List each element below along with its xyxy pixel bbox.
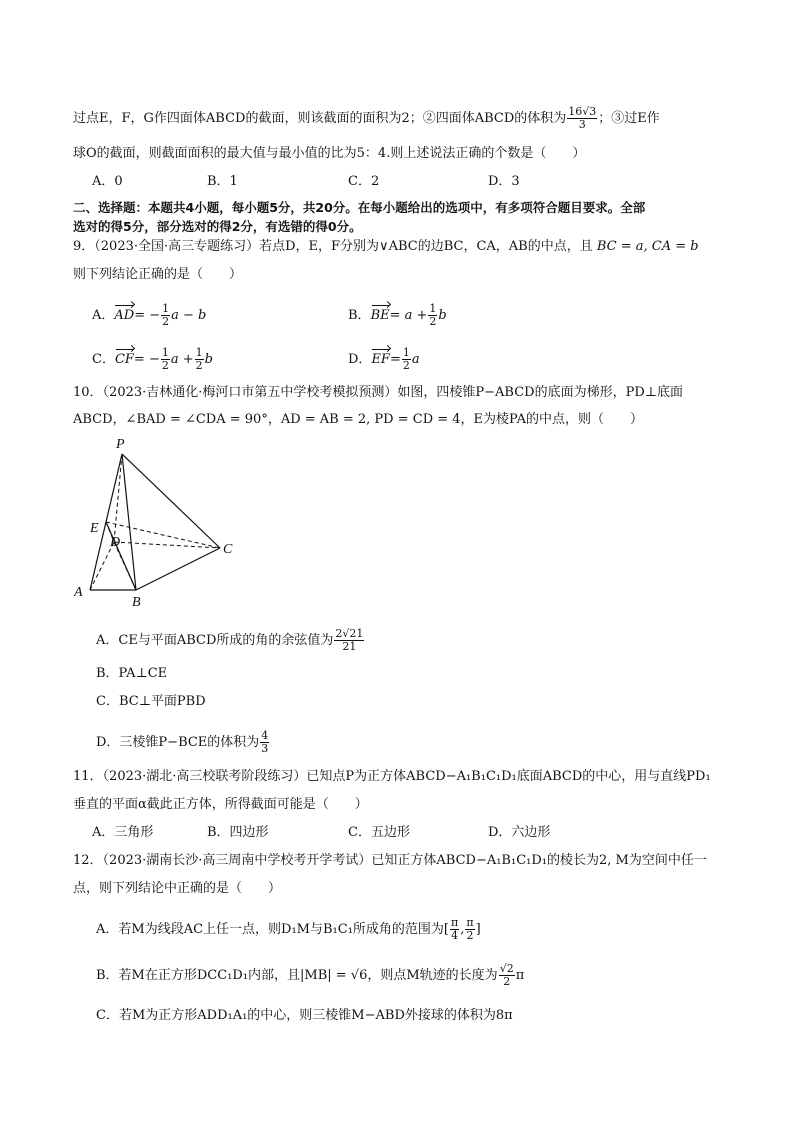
section2-line1: 二、选择题：本题共4小题，每小题5分，共20分。在每小题给出的选项中，有多项符合题目要求。全部 bbox=[73, 200, 646, 215]
q11-option-b[interactable]: B．四边形 bbox=[207, 825, 269, 840]
q12a-frac2: $\frac{\pi}{2}$ bbox=[466, 916, 474, 942]
q9c-half2: $\frac{1}{2}$ bbox=[195, 346, 203, 372]
q11-option-d[interactable]: D．六边形 bbox=[488, 825, 551, 840]
figure-solid-edges bbox=[90, 454, 220, 590]
q9c-half1: $\frac{1}{2}$ bbox=[161, 346, 169, 372]
q9a-half: $\frac{1}{2}$ bbox=[162, 302, 170, 328]
q9-stem1-vectors: BC = a, CA = b bbox=[596, 239, 699, 254]
q9-stem1 bbox=[73, 238, 699, 256]
q12-option-a[interactable]: A．若M为线段AC上任一点，则D₁M与B₁C₁所成角的范围为[ $\frac{\pi}{4}$ , $\frac{\pi}{2}$ ] bbox=[96, 916, 481, 942]
edge-PC bbox=[122, 454, 220, 548]
q8-line1-text: 过点E，F，G作四面体ABCD的截面，则该截面的面积为2；②四面体ABCD的体积为 bbox=[73, 111, 567, 126]
label-P: P bbox=[116, 437, 125, 452]
q9d-half: $\frac{1}{2}$ bbox=[402, 346, 410, 372]
q12a-frac1: $\frac{\pi}{4}$ bbox=[450, 916, 459, 942]
q9-stem1-text: 9．（2023·全国·高三专题练习）若点D，E，F分别为∨ABC的边BC，CA，AB的中点，且 bbox=[73, 239, 593, 254]
edge-EC bbox=[106, 522, 220, 548]
q12-option-b[interactable]: B．若M在正方形DCC₁D₁内部，且|MB| = √6，则点M轨迹的长度为 $\frac{√2}{2}$ π bbox=[96, 962, 525, 988]
label-A: A bbox=[74, 585, 83, 600]
q9-option-d[interactable]: D．EF= $\frac{1}{2}$ a bbox=[348, 346, 420, 372]
q10d-fraction: $\frac{4}{3}$ bbox=[261, 729, 269, 755]
q12-option-c[interactable]: C．若M为正方形ADD₁A₁的中心，则三棱锥M−ABD外接球的体积为8π bbox=[96, 1008, 513, 1023]
q8-option-c[interactable]: C．2 bbox=[348, 174, 380, 189]
q12b-fraction: $\frac{√2}{2}$ bbox=[499, 962, 514, 988]
label-C: C bbox=[223, 542, 233, 557]
q8-line1 bbox=[73, 106, 660, 131]
q10-stem1: 10．（2023·吉林通化·梅河口市第五中学校考模拟预测）如图，四棱锥P−ABCD的底面为梯形，PD⊥底面 bbox=[73, 385, 683, 400]
q9-stem2: 则下列结论正确的是（ ） bbox=[73, 267, 243, 282]
q10a-fraction: $\frac{2√21}{21}$ bbox=[335, 627, 364, 653]
edge-DC bbox=[114, 542, 220, 548]
q12-stem1: 12．（2023·湖南长沙·高三周南中学校考开学考试）已知正方体ABCD−A₁B₁C₁D₁的棱长为2, M为空间中任一 bbox=[73, 853, 707, 868]
q8-volume-fraction bbox=[567, 106, 597, 131]
label-B: B bbox=[132, 595, 141, 610]
q10-stem2: ABCD，∠BAD = ∠CDA = 90°，AD = AB = 2, PD = CD = 4，E为棱PA的中点，则（ ） bbox=[73, 412, 643, 427]
q9-option-c[interactable]: C．CF= − $\frac{1}{2}$ a + $\frac{1}{2}$ b bbox=[92, 346, 213, 372]
q9b-half: $\frac{1}{2}$ bbox=[429, 302, 437, 328]
q10-pyramid-figure bbox=[70, 430, 250, 612]
q12-stem2: 点，则下列结论中正确的是（ ） bbox=[73, 881, 282, 896]
label-D: D bbox=[110, 535, 121, 550]
q11-option-c[interactable]: C．五边形 bbox=[348, 825, 410, 840]
q10-option-d[interactable]: D．三棱锥P−BCE的体积为 $\frac{4}{3}$ bbox=[96, 729, 269, 755]
figure-hidden-edges bbox=[90, 454, 220, 590]
q8-vol-den: 3 bbox=[578, 118, 586, 131]
edge-BC bbox=[136, 548, 220, 590]
edge-PD bbox=[114, 454, 122, 542]
label-E: E bbox=[90, 521, 99, 536]
section2-line2: 选对的得5分，部分选对的得2分，有选错的得0分。 bbox=[73, 219, 362, 234]
q8-option-d[interactable]: D．3 bbox=[488, 174, 520, 189]
q8-option-a[interactable]: A．0 bbox=[92, 174, 123, 189]
q8-option-b[interactable]: B．1 bbox=[207, 174, 238, 189]
q11-stem2: 垂直的平面α截此正方体，所得截面可能是（ ） bbox=[73, 797, 368, 812]
q10-option-c[interactable]: C．BC⊥平面PBD bbox=[96, 694, 206, 709]
q11-option-a[interactable]: A．三角形 bbox=[92, 825, 154, 840]
q8-vol-num: 16√3 bbox=[568, 105, 597, 118]
q8-line1-end: ；③过E作 bbox=[598, 111, 660, 126]
q10-option-b[interactable]: B．PA⊥CE bbox=[96, 666, 168, 681]
q9-option-a[interactable]: A．AD= − $\frac{1}{2}$ a − b bbox=[92, 302, 207, 328]
edge-PB bbox=[122, 454, 136, 590]
q8-line2: 球O的截面，则截面面积的最大值与最小值的比为5：4.则上述说法正确的个数是（ ） bbox=[73, 146, 586, 161]
edge-EB bbox=[106, 522, 136, 590]
q10-option-a[interactable]: A．CE与平面ABCD所成的角的余弦值为 $\frac{2√21}{21}$ bbox=[96, 627, 364, 653]
q11-stem1: 11．（2023·湖北·高三校联考阶段练习）已知点P为正方体ABCD−A₁B₁C₁D₁底面ABCD的中心，用与直线PD₁ bbox=[73, 769, 711, 784]
q9-option-b[interactable]: B．BE= a + $\frac{1}{2}$ b bbox=[348, 302, 447, 328]
